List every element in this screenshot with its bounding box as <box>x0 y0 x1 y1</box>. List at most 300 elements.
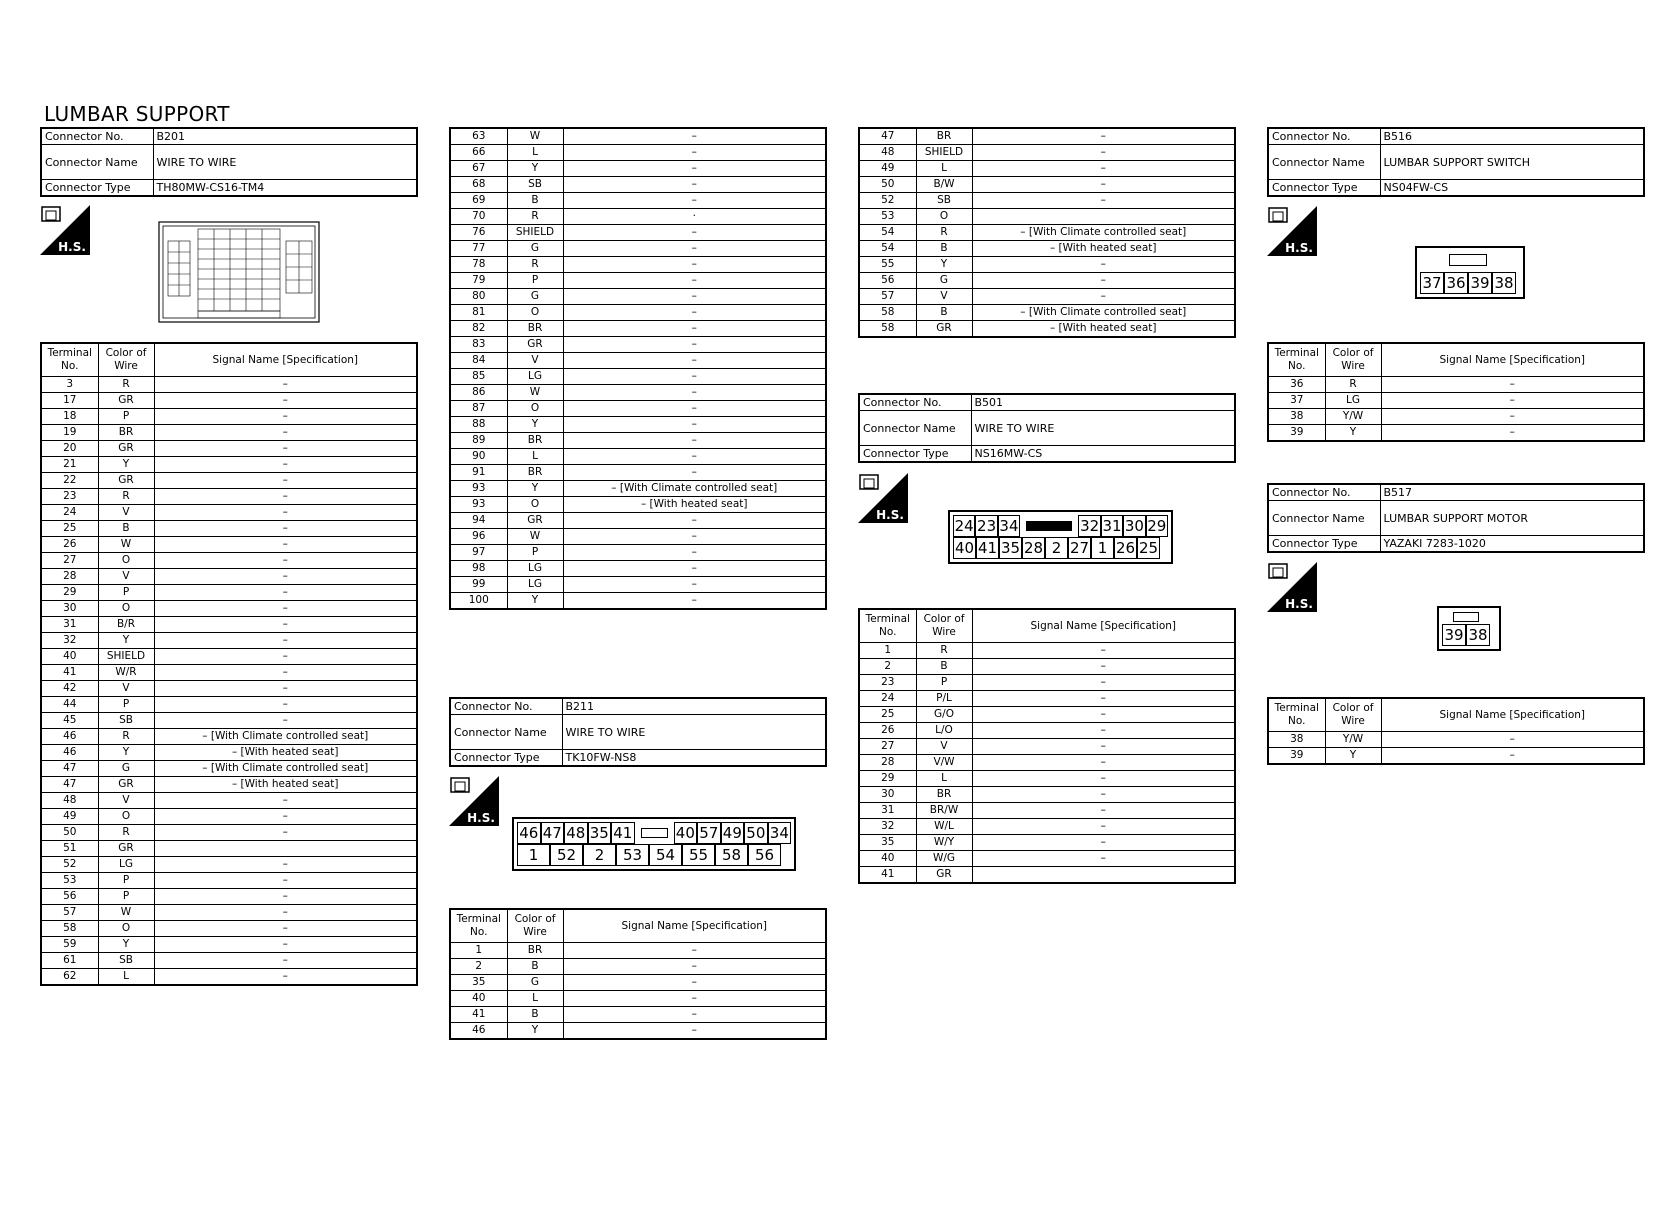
signal-cell: – [With heated seat] <box>154 745 417 761</box>
signal-cell: – <box>1381 409 1644 425</box>
color-cell: Y <box>98 745 154 761</box>
color-cell: Y <box>507 1023 563 1040</box>
color-cell: L <box>507 449 563 465</box>
connector-name-label: Connector Name <box>450 715 562 750</box>
color-cell: B <box>916 305 972 321</box>
connector-name-label: Connector Name <box>859 411 971 446</box>
terminal-cell: 55 <box>859 257 916 273</box>
color-cell: G <box>507 975 563 991</box>
terminal-cell: 93 <box>450 497 507 513</box>
signal-cell: – <box>1381 377 1644 393</box>
color-cell: B <box>507 959 563 975</box>
color-cell: R <box>98 489 154 505</box>
connector-no-label: Connector No. <box>41 128 153 145</box>
connector-key-bar <box>641 828 668 838</box>
color-cell: GR <box>98 473 154 489</box>
signal-cell: – <box>154 825 417 841</box>
signal-cell: – <box>563 513 826 529</box>
signal-cell: – <box>1381 393 1644 409</box>
color-cell: SB <box>98 713 154 729</box>
terminal-cell: 46 <box>41 745 98 761</box>
terminal-cell: 58 <box>41 921 98 937</box>
table-row <box>450 128 826 145</box>
svg-text:H.S.: H.S. <box>1285 597 1313 611</box>
signal-cell: – <box>563 529 826 545</box>
signal-cell: – <box>972 659 1235 675</box>
signal-cell: – <box>563 401 826 417</box>
table-row <box>859 867 1235 884</box>
terminal-cell: 76 <box>450 225 507 241</box>
terminal-no-header: Terminal No. <box>450 909 507 943</box>
connector-pin: 48 <box>564 822 588 844</box>
svg-text:H.S.: H.S. <box>1285 241 1313 255</box>
terminal-cell: 35 <box>450 975 507 991</box>
table-row <box>41 825 417 841</box>
b201-connector-name: WIRE TO WIRE <box>153 145 417 180</box>
table-row <box>41 697 417 713</box>
color-cell: G <box>507 241 563 257</box>
table-row <box>450 225 826 241</box>
color-cell: W/R <box>98 665 154 681</box>
signal-cell: – <box>972 787 1235 803</box>
terminal-cell: 91 <box>450 465 507 481</box>
connector-pin: 25 <box>1138 539 1159 557</box>
table-row <box>450 959 826 975</box>
color-cell: LG <box>507 577 563 593</box>
color-cell: BR <box>507 433 563 449</box>
signal-cell: – <box>563 128 826 145</box>
table-row <box>41 937 417 953</box>
terminal-cell: 46 <box>450 1023 507 1040</box>
connector-pin: 41 <box>977 539 998 557</box>
color-cell: L <box>916 161 972 177</box>
terminal-cell: 88 <box>450 417 507 433</box>
signal-cell: – [With heated seat] <box>972 321 1235 338</box>
color-cell: O <box>98 921 154 937</box>
terminal-cell: 59 <box>41 937 98 953</box>
color-cell: BR <box>507 943 563 959</box>
color-cell: O <box>916 209 972 225</box>
table-row <box>450 353 826 369</box>
connector-pin: 57 <box>697 822 721 844</box>
terminal-cell: 29 <box>41 585 98 601</box>
terminal-cell: 84 <box>450 353 507 369</box>
terminal-cell: 40 <box>450 991 507 1007</box>
signal-cell: – <box>1381 425 1644 442</box>
signal-cell: – <box>154 617 417 633</box>
color-cell: Y/W <box>1325 409 1381 425</box>
table-row <box>450 593 826 610</box>
table-row <box>1268 748 1644 765</box>
signal-cell: – <box>563 177 826 193</box>
color-cell: V <box>507 353 563 369</box>
color-cell: L/O <box>916 723 972 739</box>
b211-signal-section <box>449 908 827 1040</box>
color-of-wire-header: Color of Wire <box>916 609 972 643</box>
table-row <box>41 489 417 505</box>
b501-connector-no: B501 <box>971 394 1235 411</box>
terminal-cell: 78 <box>450 257 507 273</box>
table-row <box>859 819 1235 835</box>
terminal-no-header: Terminal No. <box>1268 698 1325 732</box>
terminal-cell: 58 <box>859 305 916 321</box>
color-cell: BR <box>98 425 154 441</box>
table-row <box>41 665 417 681</box>
table-row <box>450 385 826 401</box>
color-cell: BR <box>507 321 563 337</box>
table-row <box>859 161 1235 177</box>
signal-cell <box>972 209 1235 225</box>
table-row <box>450 369 826 385</box>
b516-signal-section <box>1267 342 1645 442</box>
table-row <box>859 145 1235 161</box>
connector-pin: 35 <box>1000 539 1021 557</box>
hs-connector-icon <box>858 473 908 523</box>
color-cell: R <box>507 257 563 273</box>
connector-pin: 32 <box>1080 517 1100 535</box>
b201-cont-section <box>449 127 827 610</box>
color-cell: SB <box>916 193 972 209</box>
signal-cell: – <box>563 545 826 561</box>
color-cell: LG <box>1325 393 1381 409</box>
color-cell: W <box>98 537 154 553</box>
color-cell: B <box>98 521 154 537</box>
signal-cell <box>972 867 1235 884</box>
terminal-cell: 28 <box>859 755 916 771</box>
terminal-cell: 41 <box>41 665 98 681</box>
table-row <box>859 675 1235 691</box>
color-cell: P <box>98 697 154 713</box>
table-row <box>41 377 417 393</box>
connector-pin: 30 <box>1124 517 1144 535</box>
signal-cell: – <box>563 975 826 991</box>
color-cell: G <box>916 273 972 289</box>
terminal-cell: 49 <box>41 809 98 825</box>
terminal-cell: 90 <box>450 449 507 465</box>
color-cell: L <box>507 991 563 1007</box>
connector-pin: 23 <box>977 517 997 535</box>
color-cell: O <box>98 601 154 617</box>
signal-cell: – <box>154 681 417 697</box>
signal-cell: – <box>154 905 417 921</box>
color-cell: Y <box>98 937 154 953</box>
connector-key <box>1020 515 1078 535</box>
svg-text:H.S.: H.S. <box>876 508 904 522</box>
color-cell: G/O <box>916 707 972 723</box>
connector-pin: 40 <box>954 539 975 557</box>
table-row <box>41 777 417 793</box>
signal-cell: – <box>563 369 826 385</box>
connector-pin: 54 <box>649 844 682 866</box>
connector-pin: 1 <box>1091 537 1114 559</box>
table-row <box>859 305 1235 321</box>
b517-connector-type: YAZAKI 7283-1020 <box>1380 536 1644 553</box>
b211-signal-table <box>449 908 827 1040</box>
color-cell: Y <box>507 161 563 177</box>
signal-cell: – <box>563 433 826 449</box>
b516-section <box>1267 127 1645 197</box>
terminal-cell: 48 <box>859 145 916 161</box>
color-cell: GR <box>98 777 154 793</box>
hs-connector-icon <box>449 776 499 826</box>
color-cell: GR <box>916 867 972 884</box>
connector-type-label: Connector Type <box>859 446 971 463</box>
signal-cell: – <box>972 193 1235 209</box>
table-row <box>859 787 1235 803</box>
terminal-cell: 48 <box>41 793 98 809</box>
table-row <box>859 177 1235 193</box>
color-cell: W <box>507 385 563 401</box>
table-row <box>859 273 1235 289</box>
signal-cell: – <box>154 521 417 537</box>
connector-pin: 2 <box>583 844 616 866</box>
signal-cell: – <box>563 145 826 161</box>
terminal-cell: 63 <box>450 128 507 145</box>
signal-cell: – <box>154 889 417 905</box>
color-cell: Y <box>507 481 563 497</box>
table-row <box>859 241 1235 257</box>
table-row <box>1268 393 1644 409</box>
terminal-cell: 32 <box>41 633 98 649</box>
hs-connector-icon <box>40 205 90 255</box>
table-row <box>41 601 417 617</box>
connector-pin: 40 <box>674 822 698 844</box>
color-cell: Y/W <box>1325 732 1381 748</box>
color-cell: P <box>98 585 154 601</box>
color-cell: L <box>98 969 154 986</box>
table-row <box>859 755 1235 771</box>
b501-connector-face <box>948 510 1173 564</box>
table-row <box>41 649 417 665</box>
terminal-cell: 19 <box>41 425 98 441</box>
connector-pin: 46 <box>517 822 541 844</box>
terminal-cell: 86 <box>450 385 507 401</box>
signal-cell: – <box>563 337 826 353</box>
color-cell: G <box>507 289 563 305</box>
b517-connector-no: B517 <box>1380 484 1644 501</box>
color-cell: B <box>507 1007 563 1023</box>
signal-cell: – <box>154 809 417 825</box>
table-row <box>41 633 417 649</box>
terminal-cell: 47 <box>41 777 98 793</box>
color-cell: L <box>916 771 972 787</box>
hs-connector-icon <box>1267 562 1317 612</box>
connector-pin: 34 <box>768 822 792 844</box>
table-row <box>41 409 417 425</box>
signal-cell: – [With heated seat] <box>972 241 1235 257</box>
terminal-cell: 32 <box>859 819 916 835</box>
terminal-cell: 57 <box>41 905 98 921</box>
svg-text:H.S.: H.S. <box>58 240 86 254</box>
terminal-cell: 24 <box>859 691 916 707</box>
connector-no-label: Connector No. <box>1268 484 1380 501</box>
table-row <box>41 521 417 537</box>
table-row <box>450 481 826 497</box>
table-row <box>41 841 417 857</box>
signal-cell: – <box>154 873 417 889</box>
b211-connector-type: TK10FW-NS8 <box>562 750 826 767</box>
color-cell: GR <box>507 513 563 529</box>
signal-name-header: Signal Name [Specification] <box>563 909 826 943</box>
color-cell: BR <box>916 128 972 145</box>
connector-pin: 26 <box>1115 539 1136 557</box>
terminal-cell: 68 <box>450 177 507 193</box>
signal-cell: – <box>563 449 826 465</box>
color-of-wire-header: Color of Wire <box>1325 698 1381 732</box>
signal-cell: – <box>972 161 1235 177</box>
terminal-no-header: Terminal No. <box>1268 343 1325 377</box>
table-row <box>859 643 1235 659</box>
table-row <box>450 209 826 225</box>
connector-pin: 1 <box>517 844 550 866</box>
color-cell: SB <box>98 953 154 969</box>
signal-cell: – <box>563 193 826 209</box>
color-cell: P <box>916 675 972 691</box>
terminal-cell: 31 <box>41 617 98 633</box>
hs-connector-icon <box>1267 206 1317 256</box>
terminal-cell: 82 <box>450 321 507 337</box>
signal-cell: – <box>563 959 826 975</box>
terminal-cell: 81 <box>450 305 507 321</box>
connector-pin: 24 <box>954 517 974 535</box>
terminal-cell: 93 <box>450 481 507 497</box>
connector-pin: 34 <box>999 517 1019 535</box>
color-cell: V <box>98 793 154 809</box>
signal-cell: – <box>972 819 1235 835</box>
color-cell: GR <box>98 841 154 857</box>
table-row <box>41 457 417 473</box>
terminal-cell: 56 <box>859 273 916 289</box>
color-cell: B/R <box>98 617 154 633</box>
signal-cell: – <box>563 577 826 593</box>
color-cell: O <box>507 305 563 321</box>
connector-name-label: Connector Name <box>41 145 153 180</box>
table-row <box>41 857 417 873</box>
signal-cell: – <box>972 675 1235 691</box>
connector-type-label: Connector Type <box>41 180 153 197</box>
color-cell: L <box>507 145 563 161</box>
table-row <box>450 193 826 209</box>
signal-cell: – <box>972 755 1235 771</box>
signal-cell: – <box>154 457 417 473</box>
table-row <box>41 761 417 777</box>
terminal-cell: 52 <box>41 857 98 873</box>
signal-cell: – [With heated seat] <box>154 777 417 793</box>
table-row <box>450 465 826 481</box>
color-cell: O <box>98 809 154 825</box>
b517-connector-face <box>1437 606 1501 651</box>
terminal-cell: 52 <box>859 193 916 209</box>
table-row <box>859 321 1235 338</box>
terminal-cell: 53 <box>859 209 916 225</box>
table-row <box>1268 377 1644 393</box>
signal-name-header: Signal Name [Specification] <box>154 343 417 377</box>
terminal-cell: 31 <box>859 803 916 819</box>
table-row <box>859 659 1235 675</box>
terminal-cell: 87 <box>450 401 507 417</box>
color-cell: V <box>916 289 972 305</box>
terminal-cell: 27 <box>859 739 916 755</box>
signal-cell: – <box>154 505 417 521</box>
signal-cell: – <box>1381 748 1644 765</box>
signal-cell: – <box>972 723 1235 739</box>
color-cell: W <box>98 905 154 921</box>
signal-cell: – <box>154 633 417 649</box>
table-row <box>41 553 417 569</box>
signal-cell: – <box>154 697 417 713</box>
signal-cell: – <box>154 649 417 665</box>
table-row <box>41 953 417 969</box>
signal-cell: – [With heated seat] <box>563 497 826 513</box>
table-row <box>41 425 417 441</box>
signal-cell: – <box>972 835 1235 851</box>
terminal-cell: 51 <box>41 841 98 857</box>
terminal-cell: 47 <box>859 128 916 145</box>
color-cell: O <box>507 497 563 513</box>
color-cell: V <box>98 569 154 585</box>
b516-info-table <box>1267 127 1645 197</box>
terminal-cell: 42 <box>41 681 98 697</box>
page-title: LUMBAR SUPPORT <box>44 102 230 126</box>
b501-signal-table <box>858 608 1236 884</box>
terminal-cell: 30 <box>859 787 916 803</box>
color-cell: R <box>916 643 972 659</box>
color-cell: W/L <box>916 819 972 835</box>
signal-cell: – <box>154 425 417 441</box>
signal-cell: – <box>154 473 417 489</box>
color-cell: P <box>507 273 563 289</box>
terminal-cell: 80 <box>450 289 507 305</box>
signal-cell: – <box>154 665 417 681</box>
terminal-cell: 22 <box>41 473 98 489</box>
terminal-cell: 39 <box>1268 425 1325 442</box>
table-row <box>859 771 1235 787</box>
b516-signal-table <box>1267 342 1645 442</box>
signal-cell <box>154 841 417 857</box>
table-row <box>41 889 417 905</box>
b201-info-table <box>40 127 418 197</box>
terminal-cell: 26 <box>41 537 98 553</box>
color-cell: Y <box>98 457 154 473</box>
terminal-cell: 41 <box>859 867 916 884</box>
signal-cell: – <box>154 857 417 873</box>
table-row <box>41 729 417 745</box>
signal-cell: – <box>154 377 417 393</box>
signal-cell: – [With Climate controlled seat] <box>972 305 1235 321</box>
color-cell: GR <box>98 393 154 409</box>
table-row <box>859 803 1235 819</box>
table-row <box>450 449 826 465</box>
table-row <box>41 969 417 986</box>
b516-connector-no: B516 <box>1380 128 1644 145</box>
terminal-cell: 18 <box>41 409 98 425</box>
color-cell: B <box>916 659 972 675</box>
table-row <box>450 241 826 257</box>
table-row <box>41 569 417 585</box>
table-row <box>859 835 1235 851</box>
connector-pin: 58 <box>715 844 748 866</box>
signal-cell: – <box>154 969 417 986</box>
signal-cell: – <box>563 991 826 1007</box>
connector-pin: 35 <box>588 822 612 844</box>
color-cell: GR <box>507 337 563 353</box>
signal-cell: – <box>972 771 1235 787</box>
table-row <box>41 713 417 729</box>
table-row <box>859 289 1235 305</box>
color-cell: LG <box>507 561 563 577</box>
color-cell: R <box>1325 377 1381 393</box>
terminal-cell: 49 <box>859 161 916 177</box>
